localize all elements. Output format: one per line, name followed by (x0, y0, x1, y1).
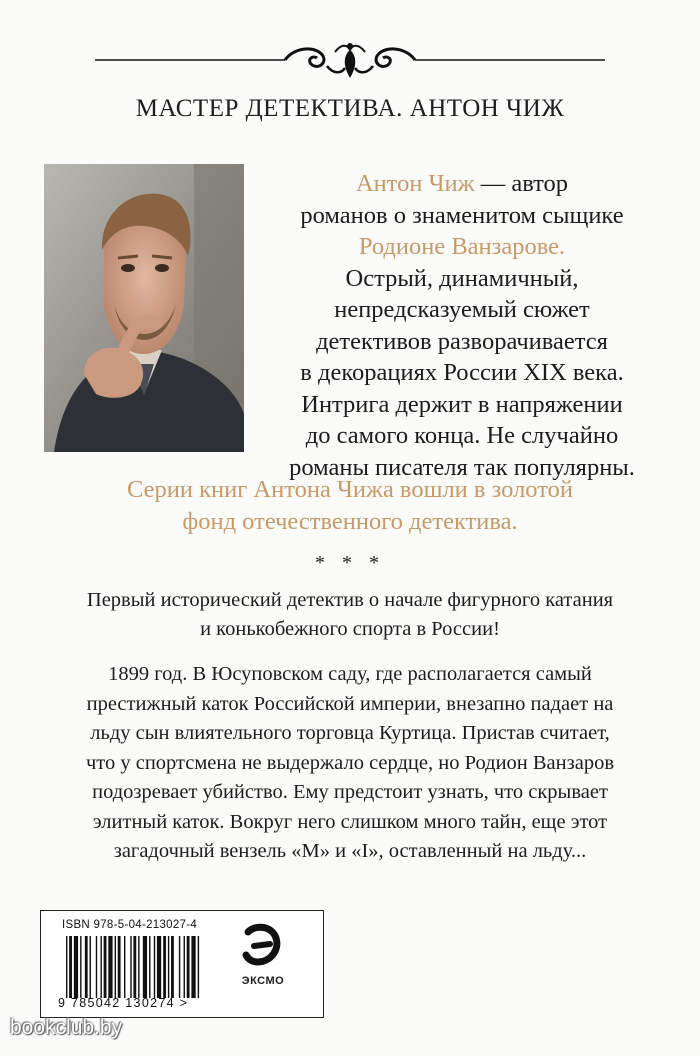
synopsis-line: что у спортсмена не выдержало сердце, но Родион Ванзаров (85, 751, 615, 774)
synopsis-line: престижный каток Российской империи, внезапно падает на (86, 692, 614, 715)
barcode-bar (115, 936, 116, 998)
barcode-bar (130, 936, 131, 998)
hero-name: Родионе Ванзарове. (358, 233, 566, 260)
barcode-bar (163, 936, 166, 998)
barcode-bar (157, 936, 161, 998)
barcode-bar (118, 936, 121, 998)
barcode-bar (85, 936, 88, 998)
bio-line: романов о знаменитом сыщике (300, 201, 624, 229)
barcode-bar (191, 936, 195, 998)
barcode-bar (104, 936, 107, 998)
barcode-bar (168, 936, 169, 998)
barcode-bar (74, 936, 78, 998)
intro-line: и конькобежного спорта в России! (200, 618, 500, 640)
barcode-bar (138, 936, 139, 998)
barcode-bar (108, 936, 112, 998)
author-bio (252, 168, 672, 483)
bio-line-rest: — автор (474, 170, 569, 197)
bio-line: в декорациях России XIX века. (300, 359, 624, 386)
barcode-bar (149, 936, 150, 998)
series-highlight (0, 474, 700, 537)
bio-line: Острый, динамичный, (345, 264, 579, 292)
watermark: bookclub.by (10, 1016, 123, 1039)
series-title: МАСТЕР ДЕТЕКТИВА. АНТОН ЧИЖ (135, 95, 565, 122)
synopsis-line: загадочный вензель «М» и «I», оставленный на льду... (113, 840, 587, 862)
barcode-bar (133, 936, 136, 998)
highlight-line: Серии книг Антона Чижа вошли в золотой (127, 476, 573, 503)
author-name: Антон Чиж (355, 170, 475, 197)
publisher-name: ЭКСМО (241, 975, 285, 987)
barcode-bar (66, 936, 67, 998)
barcode-bar (100, 936, 101, 998)
barcode-bar (90, 936, 91, 998)
intro-line: Первый исторический детектив о начале фигурного катания (86, 589, 614, 611)
barcode-digits: 9 785042 130274 > (58, 996, 189, 1010)
synopsis-line: льду сын влиятельного торговца Куртица. Пристав считает, (90, 722, 610, 744)
barcode-bar (143, 936, 147, 998)
bio-line: романы писателя так популярны. (289, 453, 635, 481)
bio-line: до самого конца. Не случайно (305, 422, 619, 449)
barcode-bar (69, 936, 72, 998)
barcode-bar (187, 936, 190, 998)
author-portrait-image (44, 164, 244, 452)
ornament-divider-icon (95, 38, 605, 88)
author-photo (44, 164, 244, 452)
barcode-bar (198, 936, 199, 998)
bio-line: непредсказуемый сюжет (334, 296, 590, 323)
barcode-bar (96, 936, 97, 998)
section-separator: * * * (315, 552, 385, 574)
barcode-bar (179, 936, 180, 998)
isbn-label: ISBN 978-5-04-213027-4 (62, 919, 198, 931)
bio-line: детективов разворачивается (316, 327, 608, 355)
book-intro (0, 586, 700, 644)
synopsis-line: элитный каток. Вокруг него слишком много тайн, еще этот (92, 810, 608, 833)
barcode-bar (124, 936, 125, 998)
synopsis-line: подозревает убийство. Ему предстоит узнать, что скрывает (92, 781, 608, 803)
eksmo-logo-icon (240, 922, 282, 968)
bio-line: Интрига держит в напряжении (301, 390, 623, 418)
barcode-bar (154, 936, 155, 998)
barcode-bar (184, 936, 185, 998)
bio-line (252, 168, 672, 200)
book-synopsis (0, 660, 700, 867)
synopsis-line: 1899 год. В Юсуповском саду, где располагается самый (108, 663, 592, 685)
barcode-bar (80, 936, 81, 998)
highlight-line: фонд отечественного детектива. (182, 507, 518, 535)
barcode-bar (171, 936, 174, 998)
